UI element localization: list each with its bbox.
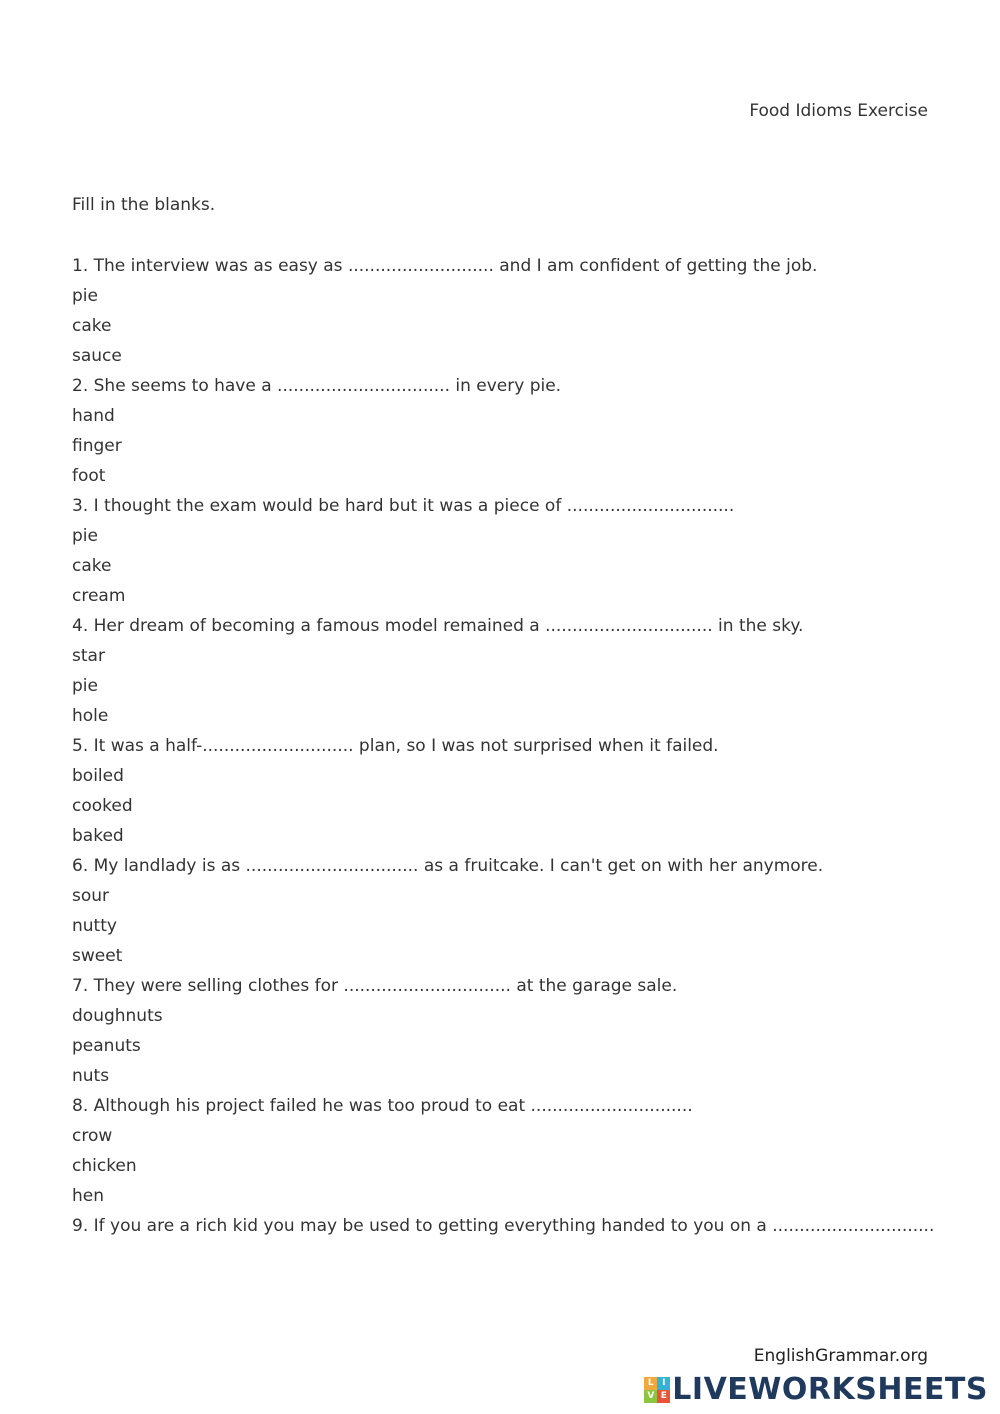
logo-tile: E: [657, 1390, 670, 1403]
question-9: 9. If you are a rich kid you may be used to getting everything handed to you on a ..............................: [72, 1216, 935, 1236]
question-4-option[interactable]: hole: [72, 706, 109, 726]
liveworksheets-logo-icon: [644, 1377, 670, 1403]
logo-tile: V: [644, 1390, 657, 1403]
question-7: 7. They were selling clothes for ............................... at the garage sale.: [72, 976, 678, 996]
question-6: 6. My landlady is as ................................ as a fruitcake. I can't get on with her anymore.: [72, 856, 824, 876]
question-8: 8. Although his project failed he was too proud to eat ..............................: [72, 1096, 693, 1116]
logo-tile: L: [644, 1377, 657, 1390]
question-7-option[interactable]: peanuts: [72, 1036, 141, 1056]
question-6-option[interactable]: nutty: [72, 916, 117, 936]
question-2-option[interactable]: foot: [72, 466, 106, 486]
question-3-option[interactable]: pie: [72, 526, 98, 546]
question-2: 2. She seems to have a ................................ in every pie.: [72, 376, 562, 396]
instructions: Fill in the blanks.: [72, 195, 216, 215]
question-3-option[interactable]: cake: [72, 556, 112, 576]
question-8-option[interactable]: crow: [72, 1126, 113, 1146]
question-7-option[interactable]: nuts: [72, 1066, 110, 1086]
question-1: 1. The interview was as easy as ........................... and I am confident of getting the job.: [72, 256, 818, 276]
question-4-option[interactable]: star: [72, 646, 105, 666]
question-1-option[interactable]: pie: [72, 286, 98, 306]
question-3-option[interactable]: cream: [72, 586, 126, 606]
question-6-option[interactable]: sour: [72, 886, 110, 906]
question-2-option[interactable]: finger: [72, 436, 122, 456]
question-8-option[interactable]: hen: [72, 1186, 105, 1206]
question-4: 4. Her dream of becoming a famous model remained a ............................... in the sky.: [72, 616, 804, 636]
question-5-option[interactable]: boiled: [72, 766, 124, 786]
question-8-option[interactable]: chicken: [72, 1156, 137, 1176]
logo-tile: I: [657, 1377, 670, 1390]
worksheet-title: Food Idioms Exercise: [749, 101, 928, 121]
question-6-option[interactable]: sweet: [72, 946, 123, 966]
question-3: 3. I thought the exam would be hard but it was a piece of ...............................: [72, 496, 735, 516]
liveworksheets-logo: [644, 1373, 988, 1407]
question-5: 5. It was a half-............................ plan, so I was not surprised when it failed.: [72, 736, 719, 756]
question-1-option[interactable]: cake: [72, 316, 112, 336]
question-1-option[interactable]: sauce: [72, 346, 122, 366]
question-list: [72, 251, 952, 1241]
question-5-option[interactable]: baked: [72, 826, 124, 846]
question-7-option[interactable]: doughnuts: [72, 1006, 163, 1026]
question-4-option[interactable]: pie: [72, 676, 98, 696]
liveworksheets-logo-text: LIVEWORKSHEETS: [672, 1372, 988, 1407]
footer-site-name: EnglishGrammar.org: [753, 1346, 928, 1366]
question-5-option[interactable]: cooked: [72, 796, 133, 816]
question-2-option[interactable]: hand: [72, 406, 115, 426]
